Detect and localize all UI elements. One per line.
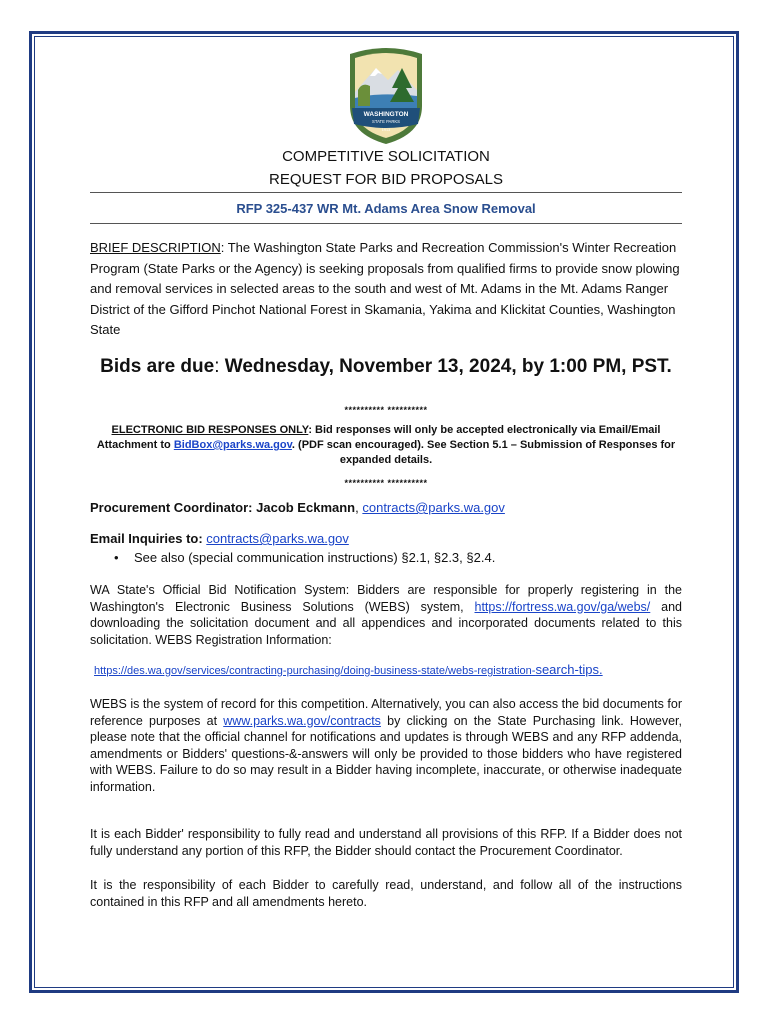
electronic-label: ELECTRONIC BID RESPONSES ONLY — [111, 424, 309, 436]
separator-stars-bottom: ********** ********** — [344, 478, 428, 488]
washington-state-parks-logo — [346, 46, 426, 146]
record-text-1: WEBS is the system of record for this competition. Alternatively, you can also access the bid documents for reference purposes at — [90, 697, 682, 728]
rfp-title: RFP 325-437 WR Mt. Adams Area Snow Removal — [236, 201, 536, 216]
webs-registration-url-part2[interactable]: search-tips. — [535, 662, 603, 677]
bids-due-text: Wednesday, November 13, 2024, by 1:00 PM, PST. — [219, 356, 672, 377]
inquiries-label: Email Inquiries to: — [90, 531, 207, 546]
procurement-coordinator — [90, 500, 682, 517]
system-of-record-paragraph — [90, 696, 682, 795]
bidbox-email-link[interactable]: BidBox@parks.wa.gov — [173, 439, 292, 451]
inquiries-bullet-text: See also (special communication instructions) §2.1, §2.3, §2.4. — [134, 550, 496, 565]
brief-label: BRIEF DESCRIPTION — [90, 240, 221, 255]
logo-year-text: 1913 — [381, 128, 391, 132]
webs-link[interactable]: https://fortress.wa.gov/ga/webs/ — [474, 599, 651, 614]
bullet-icon: • — [114, 550, 119, 565]
webs-registration-url-part1[interactable]: https://des.wa.gov/services/contracting-purchasing/doing-business-state/webs-registration- — [94, 665, 536, 677]
list-item — [114, 550, 495, 567]
webs-notice — [90, 582, 682, 648]
bids-due-label: Bids are due — [100, 356, 215, 377]
webs-text-1: WA State's Official Bid Notification System: Bidders are responsible for properly registering in the Washington's Electronic Business Solutions (WEBS) system, — [90, 583, 682, 614]
parks-contracts-link[interactable]: www.parks.wa.gov/contracts — [223, 713, 381, 728]
logo-sub-text: STATE PARKS — [372, 119, 400, 124]
responsibility-paragraph: It is each Bidder' responsibility to fully read and understand all provisions of this RFP. If a Bidder does not fully understand any portion of this RFP, the Bidder should contact the Procurement Coordinator. — [90, 827, 682, 858]
webs-registration-link[interactable] — [94, 662, 684, 677]
request-heading: REQUEST FOR BID PROPOSALS — [269, 171, 503, 188]
brief-description — [90, 238, 684, 341]
logo-emblem-icon — [346, 46, 426, 146]
coordinator-separator: , — [355, 500, 363, 515]
instructions-paragraph: It is the responsibility of each Bidder to carefully read, understand, and follow all of the instructions contained in this RFP and all amendments hereto. — [90, 878, 682, 909]
bids-due: Bids are due: Wednesday, November 13, 2024, by 1:00 PM, PST. — [100, 356, 672, 377]
email-inquiries — [90, 531, 682, 548]
logo-name-text: WASHINGTON — [363, 111, 409, 118]
electronic-text-1: : Bid responses will only be accepted electronically via Email/Email Attachment to — [96, 424, 661, 451]
coordinator-email-link[interactable]: contracts@parks.wa.gov — [362, 500, 505, 515]
solicitation-heading: COMPETITIVE SOLICITATION — [282, 148, 490, 165]
record-text-2: by clicking on the State Purchasing link. However, please note that the official channel for notifications and updates is through WEBS and any RFP addenda, amendments or Bidders' questions-&-answers will only be provided to those bidders who have registered with WEBS. Failure to do so may result in a Bidder having incomplete, inaccurate, or otherwise inadequate information. — [90, 713, 682, 794]
brief-text: : The Washington State Parks and Recreation Commission's Winter Recreation Program (State Parks or the Agency) is seeking proposals from qualified firms to provide snow plowing and removal services in selected areas to the south and west of Mt. Adams in the Mt. Adams Ranger District of the Gifford Pinchot National Forest in Skamania, Yakima and Klickitat Counties, Washington State — [90, 240, 680, 337]
electronic-text-2: . (PDF scan encouraged). See Section 5.1 – Submission of Responses for expanded details. — [291, 439, 676, 466]
inquiries-email-link[interactable]: contracts@parks.wa.gov — [206, 531, 349, 546]
separator-stars-top: ********** ********** — [344, 405, 428, 415]
webs-text-2: and downloading the solicitation document and all appendices and incorporated documents related to this solicitation. WEBS Registration Information: — [90, 599, 682, 647]
rfp-title-bar — [90, 192, 682, 224]
coordinator-label: Procurement Coordinator: Jacob Eckmann — [90, 500, 356, 515]
electronic-notice — [90, 423, 682, 468]
